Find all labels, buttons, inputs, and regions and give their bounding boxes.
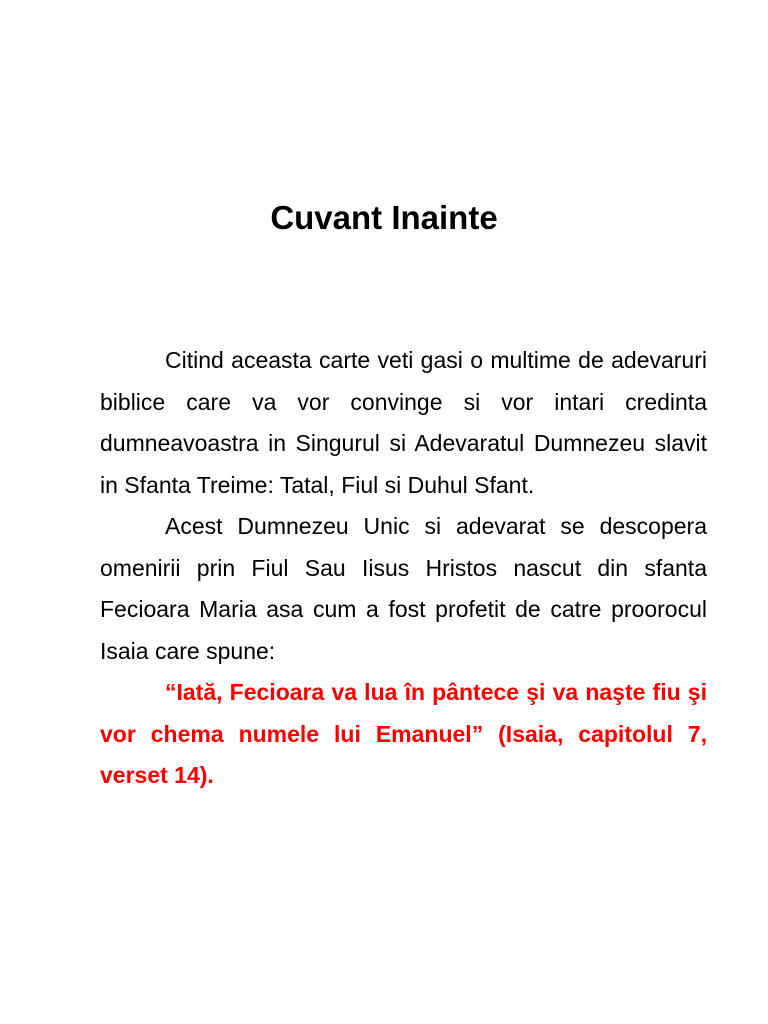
paragraph-quote: “Iată, Fecioara va lua în pântece şi va naşte fiu şi vor chema numele lui Emanuel” (Isaia, capitolul 7, verset 14). [100, 679, 707, 788]
document-body [100, 340, 707, 797]
paragraph-intro: Citind aceasta carte veti gasi o multime de adevaruri biblice care va vor convinge si vor intari credinta dumneavoastra in Singurul si Adevaratul Dumnezeu slavit in Sfanta Treime: Tatal, Fiul si Duhul Sfant. [100, 347, 707, 498]
page-title: Cuvant Inainte [270, 199, 498, 236]
paragraph-revelation: Acest Dumnezeu Unic si adevarat se descopera omenirii prin Fiul Sau Iisus Hristos nascut din sfanta Fecioara Maria asa cum a fost profetit de catre proorocul Isaia care spune: [100, 513, 707, 664]
